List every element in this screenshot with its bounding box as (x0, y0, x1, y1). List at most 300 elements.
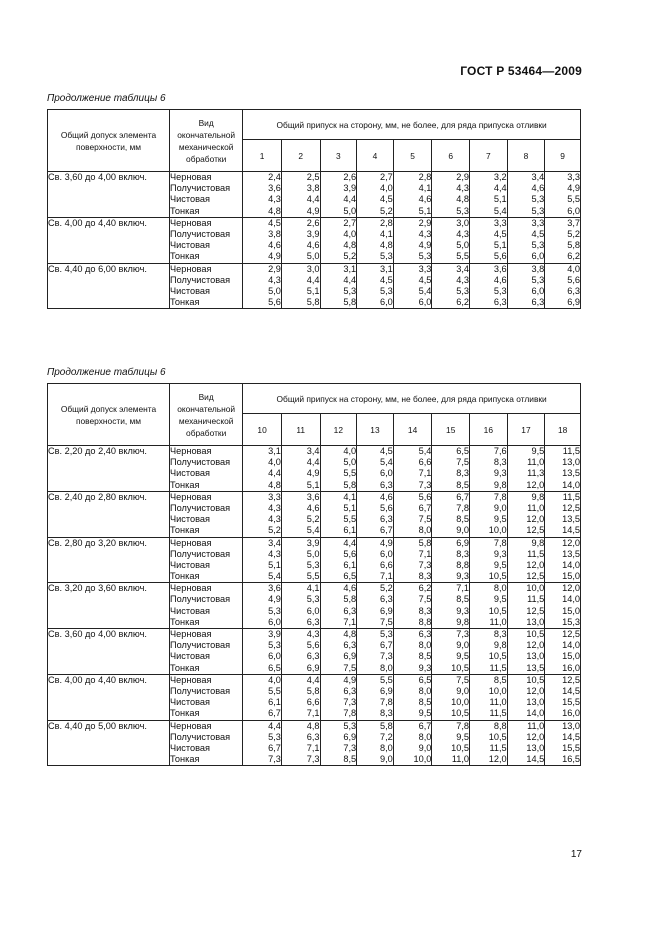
allowance-value: 10,0 (488, 685, 507, 696)
allowance-value: 7,3 (418, 559, 432, 570)
allowance-value: 6,3 (306, 616, 320, 627)
allowance-values-cell (432, 217, 470, 263)
machining-kind-label: Тонкая (170, 479, 200, 490)
allowance-value: 4,4 (268, 468, 281, 479)
allowance-value: 5,0 (456, 240, 470, 251)
allowance-values-cell (507, 217, 545, 263)
allowance-value: 12,5 (562, 674, 580, 685)
allowance-value: 3,9 (306, 228, 320, 239)
allowance-value: 8,5 (456, 594, 470, 605)
allowance-value: 7,3 (343, 742, 357, 753)
allowance-value: 7,1 (418, 468, 432, 479)
allowance-value: 5,5 (306, 571, 320, 582)
row-number-cell: 17 (507, 414, 545, 446)
document-id: ГОСТ Р 53464—2009 (460, 64, 582, 78)
allowance-value: 6,3 (379, 594, 393, 605)
allowance-value: 6,3 (567, 285, 580, 296)
allowance-values-cell (320, 720, 357, 766)
tolerance-range-cell: Св. 3,20 до 3,60 включ. (48, 583, 170, 629)
allowance-value: 5,3 (456, 205, 470, 216)
allowance-value: 8,0 (418, 731, 432, 742)
allowance-value: 7,5 (456, 457, 470, 468)
allowance-value: 5,3 (268, 605, 281, 616)
allowance-value: 6,0 (531, 285, 545, 296)
allowance-values-cell (393, 263, 432, 309)
allowance-value: 9,0 (456, 525, 470, 536)
allowance-value: 4,1 (343, 491, 357, 502)
allowance-value: 4,6 (418, 194, 432, 205)
allowance-value: 5,2 (379, 583, 393, 594)
allowance-value: 3,6 (306, 491, 320, 502)
allowance-value: 4,5 (531, 228, 545, 239)
allowance-value: 5,8 (343, 594, 357, 605)
allowance-value: 4,3 (306, 629, 320, 639)
machining-kind-label: Получистовая (170, 502, 231, 513)
allowance-value: 7,1 (306, 708, 320, 719)
allowance-values-cell (432, 720, 470, 766)
allowance-values-cell (320, 629, 357, 675)
allowance-value: 6,0 (268, 616, 281, 627)
allowance-value: 5,0 (306, 548, 320, 559)
allowance-values-cell (357, 446, 394, 492)
allowance-value: 5,3 (531, 205, 545, 216)
allowance-value: 10,5 (526, 629, 545, 639)
machining-kind-label: Черновая (170, 263, 212, 274)
allowance-value: 3,1 (343, 263, 357, 274)
allowance-value: 5,8 (567, 240, 580, 251)
row-number-cell: 12 (320, 414, 357, 446)
allowance-value: 15,5 (562, 697, 580, 708)
allowance-values-cell (357, 537, 394, 583)
allowance-value: 11,0 (527, 457, 545, 468)
machining-kind-label: Получистовая (170, 685, 231, 696)
allowance-values-cell (432, 172, 470, 218)
allowance-value: 5,3 (306, 559, 320, 570)
allowance-value: 4,8 (343, 240, 357, 251)
allowance-value: 2,4 (268, 172, 281, 182)
allowance-value: 14,0 (562, 640, 580, 651)
allowance-value: 3,3 (531, 217, 545, 228)
table-row (48, 629, 581, 675)
allowance-value: 8,0 (379, 742, 393, 753)
allowance-value: 10,5 (526, 674, 545, 685)
allowance-value: 6,9 (379, 605, 393, 616)
allowance-value: 2,6 (306, 217, 320, 228)
allowance-value: 7,5 (418, 514, 432, 525)
allowance-value: 11,5 (562, 446, 580, 456)
allowance-value: 9,3 (456, 605, 470, 616)
table-row (48, 720, 581, 766)
allowance-values-cell (432, 674, 470, 720)
allowance-value: 10,5 (451, 662, 470, 673)
tolerance-range-cell: Св. 3,60 до 4,00 включ. (48, 629, 170, 675)
tolerance-range-cell: Св. 4,40 до 6,00 включ. (48, 263, 170, 309)
allowance-value: 4,6 (306, 502, 320, 513)
allowance-value: 10,5 (451, 742, 470, 753)
allowance-value: 11,0 (451, 754, 470, 765)
allowance-value: 6,5 (418, 674, 432, 685)
allowance-value: 5,5 (379, 674, 393, 685)
allowance-value: 9,0 (456, 640, 470, 651)
allowance-value: 4,6 (379, 491, 393, 502)
allowance-value: 3,4 (531, 172, 545, 182)
allowance-value: 4,9 (268, 251, 281, 262)
allowance-value: 6,3 (306, 731, 320, 742)
allowance-value: 4,0 (268, 457, 281, 468)
allowance-values-cell (393, 217, 432, 263)
machining-kind-label: Тонкая (170, 251, 200, 262)
tolerance-range-cell: Св. 3,60 до 4,00 включ. (48, 172, 170, 218)
allowance-value: 16,0 (562, 662, 580, 673)
allowance-values-cell (545, 491, 581, 537)
allowance-values-cell (320, 491, 357, 537)
allowance-values-cell (432, 583, 470, 629)
allowance-value: 11,3 (527, 468, 545, 479)
allowance-value: 7,8 (379, 697, 393, 708)
allowance-values-cell (545, 537, 581, 583)
allowance-value: 4,4 (493, 183, 507, 194)
machining-kind-label: Черновая (170, 674, 212, 685)
allowance-value: 9,3 (493, 468, 507, 479)
allowance-value: 16,0 (562, 708, 580, 719)
allowance-value: 4,3 (456, 274, 470, 285)
allowance-value: 4,5 (379, 274, 393, 285)
allowance-value: 3,4 (306, 446, 320, 456)
allowance-values-cell (507, 172, 545, 218)
allowance-values-cell (243, 720, 282, 766)
allowance-value: 12,0 (526, 559, 545, 570)
allowance-value: 4,9 (567, 183, 580, 194)
allowance-values-cell (243, 674, 282, 720)
allowance-values-cell (470, 217, 508, 263)
allowance-value: 3,8 (531, 263, 545, 274)
allowance-values-cell (432, 629, 470, 675)
machining-kind-label: Черновая (170, 217, 212, 228)
allowance-value: 6,7 (456, 491, 470, 502)
allowance-value: 12,5 (562, 629, 580, 639)
allowance-values-cell (545, 629, 581, 675)
allowance-value: 6,5 (456, 446, 470, 456)
allowance-value: 5,6 (379, 502, 393, 513)
allowance-value: 5,5 (343, 514, 357, 525)
allowance-value: 5,8 (306, 297, 320, 308)
allowance-value: 5,1 (306, 285, 320, 296)
allowance-value: 5,8 (418, 537, 432, 548)
allowance-value: 4,5 (379, 446, 393, 456)
table-row (48, 583, 581, 629)
tolerance-range-cell: Св. 4,40 до 5,00 включ. (48, 720, 170, 766)
row-number-cell: 6 (432, 140, 470, 172)
allowance-value: 12,0 (526, 479, 545, 490)
allowance-value: 5,0 (306, 251, 320, 262)
allowance-value: 6,9 (343, 731, 357, 742)
allowance-value: 8,3 (493, 457, 507, 468)
allowance-values-cell (357, 583, 394, 629)
allowance-value: 3,7 (567, 217, 580, 228)
allowance-values-cell (545, 217, 581, 263)
allowance-value: 5,1 (268, 559, 281, 570)
allowance-value: 6,7 (379, 525, 393, 536)
allowance-value: 3,6 (268, 583, 281, 594)
row-number-cell: 4 (357, 140, 394, 172)
allowance-value: 8,0 (379, 662, 393, 673)
allowance-values-cell (545, 263, 581, 309)
allowance-value: 4,0 (343, 446, 357, 456)
allowance-value: 5,5 (567, 194, 580, 205)
machining-kind-cell (170, 217, 243, 263)
allowance-values-cell (281, 537, 320, 583)
allowance-value: 7,8 (456, 720, 470, 731)
allowance-value: 6,1 (343, 525, 357, 536)
allowance-value: 6,0 (567, 205, 580, 216)
allowance-values-cell (357, 172, 394, 218)
allowance-values-cell (393, 491, 432, 537)
allowance-value: 6,3 (343, 605, 357, 616)
machining-kind-label: Чистовая (170, 285, 210, 296)
allowance-value: 4,9 (268, 594, 281, 605)
table-row (48, 263, 581, 309)
machining-kind-label: Черновая (170, 172, 212, 182)
allowance-value: 2,8 (418, 172, 432, 182)
allowance-value: 4,9 (418, 240, 432, 251)
machining-kind-label: Черновая (170, 491, 212, 502)
machining-kind-label: Чистовая (170, 240, 210, 251)
allowance-value: 8,0 (418, 525, 432, 536)
allowance-value: 3,9 (268, 629, 281, 639)
allowance-values-cell (470, 583, 508, 629)
machining-kind-label: Чистовая (170, 742, 210, 753)
allowance-value: 5,3 (379, 251, 393, 262)
allowance-value: 6,7 (268, 708, 281, 719)
allowance-value: 6,7 (268, 742, 281, 753)
row-number-cell: 9 (545, 140, 581, 172)
allowance-value: 2,7 (379, 172, 393, 182)
allowance-value: 9,0 (456, 685, 470, 696)
allowance-value: 5,6 (567, 274, 580, 285)
row-number-cell: 7 (470, 140, 508, 172)
allowance-values-cell (243, 172, 282, 218)
allowance-value: 6,9 (343, 651, 357, 662)
allowance-value: 3,9 (343, 183, 357, 194)
table-row (48, 674, 581, 720)
machining-kind-cell (170, 674, 243, 720)
allowance-value: 7,8 (456, 502, 470, 513)
allowance-value: 5,4 (418, 285, 432, 296)
allowance-values-cell (357, 263, 394, 309)
allowance-value: 12,0 (562, 537, 580, 548)
allowance-values-cell (320, 537, 357, 583)
allowance-value: 5,6 (306, 640, 320, 651)
allowance-values-cell (281, 720, 320, 766)
allowance-value: 7,3 (379, 651, 393, 662)
allowance-value: 4,8 (456, 194, 470, 205)
allowance-value: 5,2 (268, 525, 281, 536)
allowance-value: 4,3 (456, 228, 470, 239)
allowance-value: 8,3 (418, 605, 432, 616)
allowance-value: 15,0 (562, 651, 580, 662)
allowance-value: 3,8 (268, 228, 281, 239)
machining-kind-label: Тонкая (170, 754, 200, 765)
allowance-value: 9,5 (531, 446, 545, 456)
allowance-values-cell (393, 720, 432, 766)
allowance-values-cell (243, 491, 282, 537)
allowance-value: 11,5 (489, 742, 507, 753)
allowance-value: 15,3 (562, 616, 580, 627)
allowance-value: 10,0 (413, 754, 432, 765)
allowance-values-cell (320, 172, 357, 218)
allowance-value: 6,0 (379, 468, 393, 479)
machining-kind-label: Черновая (170, 720, 212, 731)
allowance-value: 9,5 (493, 559, 507, 570)
allowance-value: 6,3 (531, 297, 545, 308)
allowance-value: 10,0 (451, 697, 470, 708)
allowance-value: 6,5 (343, 571, 357, 582)
machining-kind-label: Тонкая (170, 662, 200, 673)
table-row (48, 537, 581, 583)
allowance-value: 11,0 (489, 616, 507, 627)
allowance-value: 5,2 (343, 251, 357, 262)
allowance-value: 6,3 (343, 640, 357, 651)
allowance-value: 5,1 (418, 205, 432, 216)
allowance-value: 7,8 (343, 708, 357, 719)
allowance-values-cell (545, 583, 581, 629)
allowance-value: 4,0 (343, 228, 357, 239)
allowance-value: 8,3 (456, 548, 470, 559)
allowance-value: 5,2 (306, 514, 320, 525)
allowance-values-cell (470, 720, 508, 766)
allowance-values-cell (320, 583, 357, 629)
row-number-cell: 13 (357, 414, 394, 446)
allowance-values-cell (357, 491, 394, 537)
allowance-value: 5,5 (268, 685, 281, 696)
allowance-value: 10,0 (488, 525, 507, 536)
tolerance-range-cell: Св. 4,00 до 4,40 включ. (48, 217, 170, 263)
allowance-value: 5,6 (343, 548, 357, 559)
allowance-values-cell (507, 491, 545, 537)
allowance-value: 5,3 (456, 285, 470, 296)
allowance-value: 6,3 (379, 514, 393, 525)
allowance-value: 4,3 (268, 548, 281, 559)
allowance-value: 5,3 (343, 285, 357, 296)
column-header-machining: Вид окончательной механической обработки (170, 110, 243, 172)
allowance-value: 8,8 (418, 616, 432, 627)
allowance-value: 3,6 (268, 183, 281, 194)
allowance-value: 3,1 (379, 263, 393, 274)
allowance-value: 9,8 (493, 479, 507, 490)
row-number-cell: 10 (243, 414, 282, 446)
allowance-value: 6,7 (418, 720, 432, 731)
allowance-value: 13,5 (562, 514, 580, 525)
allowance-value: 4,6 (493, 274, 507, 285)
allowance-values-cell (432, 446, 470, 492)
allowance-value: 8,5 (456, 514, 470, 525)
allowance-value: 16,5 (562, 754, 580, 765)
tolerance-range-cell: Св. 2,80 до 3,20 включ. (48, 537, 170, 583)
allowance-value: 4,6 (343, 583, 357, 594)
allowance-value: 5,3 (343, 720, 357, 731)
allowance-values-cell (545, 172, 581, 218)
allowance-value: 4,4 (306, 274, 320, 285)
allowance-value: 14,5 (562, 525, 580, 536)
allowance-value: 14,5 (562, 731, 580, 742)
allowance-value: 6,1 (343, 559, 357, 570)
allowance-values-cell (507, 263, 545, 309)
allowance-values-cell (320, 446, 357, 492)
machining-kind-label: Тонкая (170, 205, 200, 216)
allowance-value: 6,3 (379, 479, 393, 490)
allowance-value: 11,5 (562, 491, 580, 502)
allowance-value: 13,0 (526, 616, 545, 627)
tolerance-range-cell: Св. 2,20 до 2,40 включ. (48, 446, 170, 492)
allowance-value: 4,4 (343, 537, 357, 548)
allowance-value: 12,0 (526, 514, 545, 525)
machining-kind-label: Чистовая (170, 605, 210, 616)
allowance-values-cell (470, 172, 508, 218)
table-row (48, 446, 581, 492)
machining-kind-label: Тонкая (170, 571, 200, 582)
allowance-values-cell (432, 263, 470, 309)
allowance-value: 5,3 (268, 731, 281, 742)
allowance-value: 5,3 (531, 194, 545, 205)
allowance-value: 5,3 (531, 274, 545, 285)
allowance-values-cell (243, 629, 282, 675)
allowance-value: 8,0 (418, 640, 432, 651)
allowance-value: 5,3 (306, 594, 320, 605)
allowance-value: 5,4 (306, 525, 320, 536)
allowance-value: 5,2 (379, 205, 393, 216)
allowance-value: 4,9 (343, 674, 357, 685)
allowance-value: 8,3 (493, 629, 507, 639)
allowance-values-cell (507, 674, 545, 720)
allowance-value: 10,5 (451, 708, 470, 719)
row-number-cell: 16 (470, 414, 508, 446)
allowance-value: 4,9 (306, 205, 320, 216)
machining-kind-label: Чистовая (170, 514, 210, 525)
allowance-value: 4,0 (268, 674, 281, 685)
allowance-value: 13,0 (526, 651, 545, 662)
column-header-tolerance: Общий допуск элемента поверхности, мм (48, 384, 170, 446)
allowance-value: 8,3 (418, 571, 432, 582)
allowance-value: 12,5 (526, 525, 545, 536)
allowance-value: 12,5 (526, 605, 545, 616)
allowance-value: 4,6 (306, 240, 320, 251)
row-number-cell: 1 (243, 140, 282, 172)
allowance-value: 5,1 (306, 479, 320, 490)
allowance-value: 6,0 (379, 548, 393, 559)
allowance-value: 7,1 (456, 583, 470, 594)
allowance-values-cell (281, 263, 320, 309)
allowance-value: 8,3 (456, 468, 470, 479)
row-number-cell: 15 (432, 414, 470, 446)
allowance-value: 7,5 (418, 594, 432, 605)
machining-kind-label: Чистовая (170, 194, 210, 205)
table-row (48, 172, 581, 218)
machining-kind-label: Тонкая (170, 297, 200, 308)
allowance-values-cell (545, 720, 581, 766)
allowance-value: 5,3 (379, 629, 393, 639)
allowance-value: 5,3 (379, 285, 393, 296)
allowance-value: 2,5 (306, 172, 320, 182)
allowance-value: 5,3 (493, 285, 507, 296)
allowance-value: 8,8 (493, 720, 507, 731)
allowance-value: 9,8 (493, 640, 507, 651)
tolerance-range-cell: Св. 2,40 до 2,80 включ. (48, 491, 170, 537)
allowance-value: 9,3 (418, 662, 432, 673)
allowance-value: 6,3 (493, 297, 507, 308)
allowance-value: 6,6 (418, 457, 432, 468)
allowance-value: 4,5 (493, 228, 507, 239)
machining-kind-label: Чистовая (170, 651, 210, 662)
